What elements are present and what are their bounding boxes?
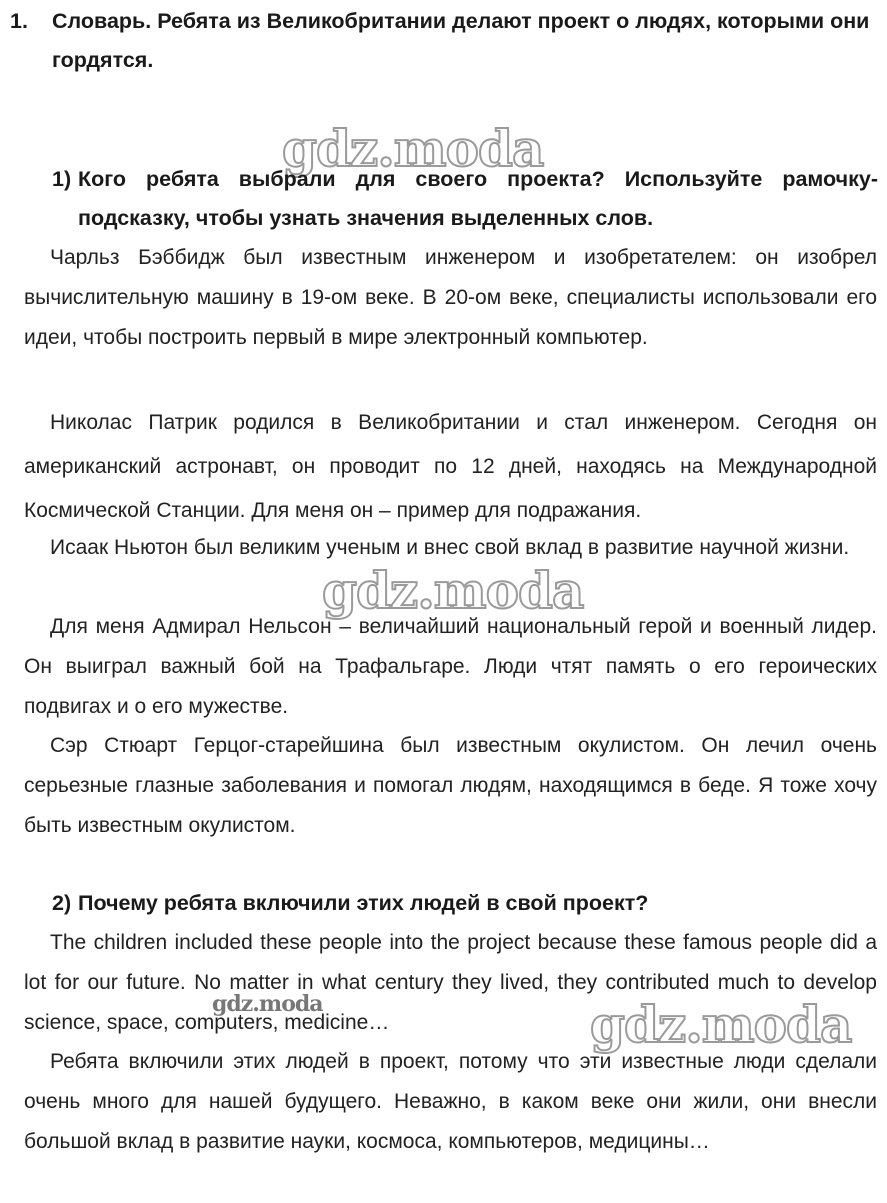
paragraph-english-answer: The children included these people into the project because these famous people did a lot for our future. No matter in what century they lived, they contributed much to develop science, space, computers, medicine… [24,931,877,1034]
task-number: 1. [10,9,28,33]
question-1-text: Кого ребята выбрали для своего проекта? Используйте рамочку-подсказку, чтобы узнать значения выделенных слов. [78,167,878,230]
watermark-small: gdz.moda [212,991,323,1017]
paragraph-nelson: Для меня Адмирал Нельсон – величайший национальный герой и военный лидер. Он выиграл важный бой на Трафальгаре. Люди чтят память о его героических подвигах и о его мужестве. [24,615,877,718]
paragraph-herzog: Сэр Стюарт Герцог-старейшина был известным окулистом. Он лечил очень серьезные глазные заболевания и помогал людям, находящимся в беде. Я тоже хочу быть известным окулистом. [24,734,877,837]
watermark-logo: gdz.moda [322,561,584,620]
question-2-number: 2) [52,891,72,915]
question-2-text: Почему ребята включили этих людей в свой проект? [78,891,649,915]
paragraph-russian-answer: Ребята включили этих людей в проект, потому что эти известные люди сделали очень много для нашей будущего. Неважно, в каком веке они жили, они внесли большой вклад в развитие науки, космоса, компьютеров, медицины… [24,1050,877,1153]
paragraph-patrick: Николас Патрик родился в Великобритании и стал инженером. Сегодня он американский астронавт, он проводит по 12 дней, находясь на Международной Космической Станции. Для меня он – пример для подражания. [24,411,877,522]
watermark-logo: gdz.moda [590,995,852,1054]
task-title: Словарь. Ребята из Великобритании делают проект о людях, которыми они гордятся. [52,9,870,72]
paragraph-babbage: Чарльз Бэббидж был известным инженером и изобретателем: он изобрел вычислительную машину в 19-ом веке. В 20-ом веке, специалисты использовали его идеи, чтобы построить первый в мире электронный компьютер. [24,246,877,349]
question-1-number: 1) [52,167,72,191]
paragraph-newton: Исаак Ньютон был великим ученым и внес свой вклад в развитие научной жизни. [50,536,850,559]
watermark-logo: gdz.moda [282,119,544,178]
